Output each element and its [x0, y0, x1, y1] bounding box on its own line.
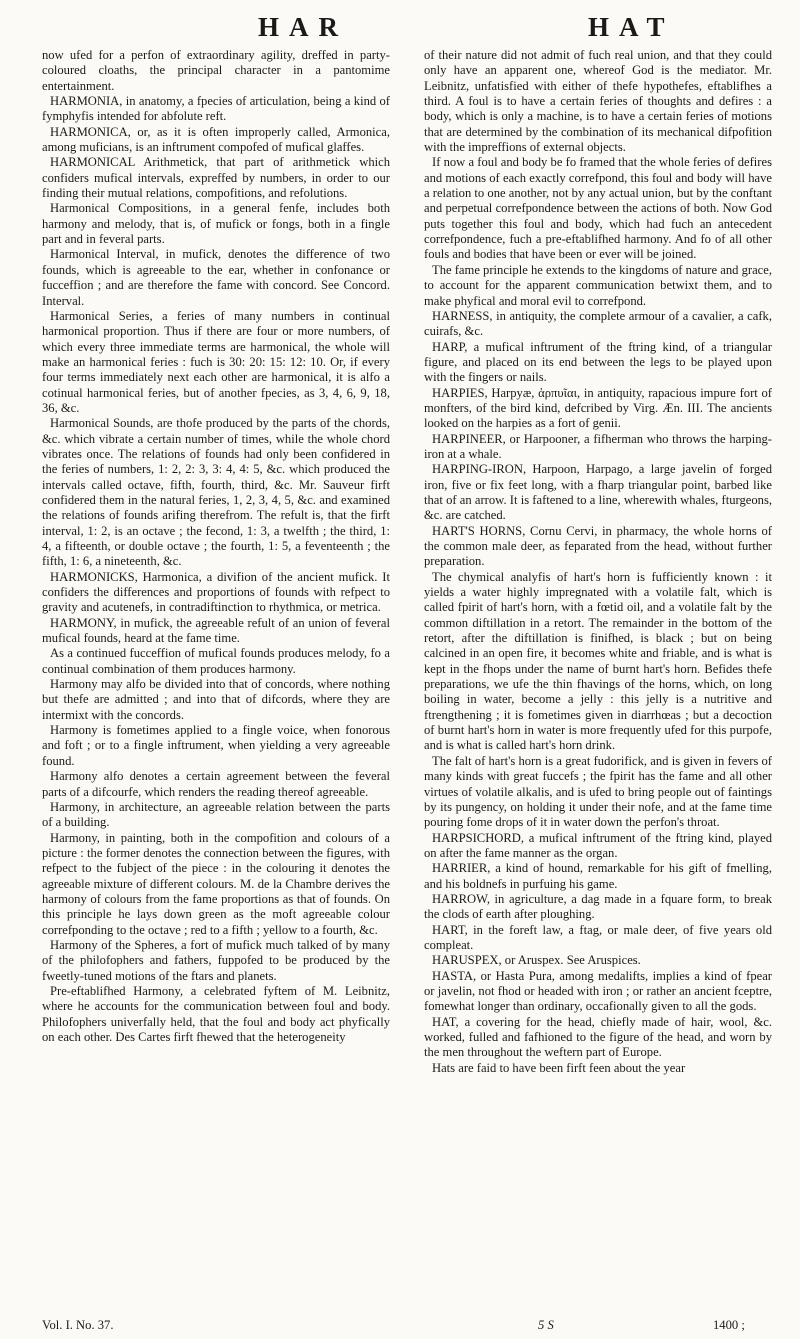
entry-paragraph: Harmonical Sounds, are thofe produced by the parts of the chords, &c. which vibrate a certain number of times, while the whole chord vibrates once. The relations of founds had only been confidered in the feries of numbers, 1: 2, 2: 3, 3: 4, 4: 5, &c. which produced the intervals called octave, fifth, fourth, third, &c. Mr. Sauveur firft confidered them in the natural feries, 1, 2, 3, 4, 5, &c. and examined the relations of founds arifing therefrom. The refult is, that the firft interval, 1: 2, is an octave ; the fecond, 1: 3, a twelfth ; the third, 1: 4, a fifteenth, or double octave ; the fourth, 1: 5, a feventeenth ; the fifth, 1: 6, a nineteenth, &c.	[42, 416, 390, 569]
entry-paragraph: HARPING-IRON, Harpoon, Harpago, a large javelin of forged iron, five or fix feet long, with a fharp triangular point, barbed like that of an arrow. It is faftened to a line, wherewith whales, fturgeons, &c. are catched.	[424, 462, 772, 523]
entry-paragraph: HARPINEER, or Harpooner, a fifherman who throws the harping-iron at a whale.	[424, 431, 772, 461]
left-column	[42, 48, 390, 1076]
entry-paragraph: HASTA, or Hasta Pura, among medalifts, implies a kind of fpear or javelin, not fhod or headed with iron ; or rather an ancient fceptre, fomewhat longer than ordinary, occafionally given to all the gods.	[424, 968, 772, 1014]
entry-paragraph: HARUSPEX, or Aruspex. See Aruspices.	[432, 953, 641, 968]
entry-paragraph: Pre-eftablifhed Harmony, a celebrated fyftem of M. Leibnitz, where he accounts for the communication between foul and body. Philofophers univerfally held, that the foul and body act phyfically on each other. Des Cartes firft fhewed that the heterogeneity	[42, 983, 390, 1044]
entry-paragraph: Harmony, in painting, both in the compofition and colours of a picture : the former denotes the connection between the figures, with refpect to the fubject of the piece : in the colouring it denotes the agreeable mixture of different colours. M. de la Chambre derives the harmony of colours from the fame proportions as that of founds. On this principle he lays down green as the moft agreeable colour correfponding to the octave ; red to a fifth ; yellow to a fourth, &c.	[42, 830, 390, 937]
entry-paragraph: HARRIER, a kind of hound, remarkable for his gift of fmelling, and his boldnefs in purfuing his game.	[424, 861, 772, 891]
entry-paragraph: Harmonical Compositions, in a general fenfe, includes both harmony and melody, that is, of mufick or fongs, both in a fingle part and in feveral parts.	[42, 201, 390, 247]
catchword: 1400 ;	[713, 1318, 745, 1332]
running-head-row	[42, 8, 772, 48]
entry-paragraph: now ufed for a perfon of extraordinary agility, dreffed in party-coloured cloaths, the principal character in a pantomime entertainment.	[42, 48, 390, 93]
entry-paragraph: HART'S HORNS, Cornu Cervi, in pharmacy, the whole horns of the common male deer, as feparated from the head, without further preparation.	[424, 523, 772, 569]
volume-number: Vol. I. No. 37.	[42, 1318, 114, 1332]
entry-paragraph: Harmony is fometimes applied to a fingle voice, when fonorous and foft ; or to a fingle inftrument, when yielding a very agreeable found.	[42, 723, 390, 768]
entry-paragraph: If now a foul and body be fo framed that the whole feries of defires and motions of each exactly correfpond, this foul and body will have a relation to one another, not by any actual union, but by the conftant and perpetual correfpondence between the actions of both. Now God puts together this foul and body, which had fuch an antecedent correfpondence, fuch a pre-eftablifhed harmony. And fo of all other fouls and bodies that have been or ever will be joined.	[424, 155, 772, 262]
signature-mark: 5 S	[538, 1318, 554, 1332]
entry-paragraph: HAT, a covering for the head, chiefly made of hair, wool, &c. worked, fulled and fafhioned to the figure of the head, and worn by the men throughout the weftern part of Europe.	[424, 1014, 772, 1060]
entry-paragraph: HARROW, in agriculture, a dag made in a fquare form, to break the clods of earth after ploughing.	[424, 891, 772, 922]
running-head-right: HAT	[588, 12, 675, 42]
entry-paragraph: HARNESS, in antiquity, the complete armour of a cavalier, a cafk, cuirafs, &c.	[424, 308, 772, 339]
entry-paragraph: HARMONICA, or, as it is often improperly called, Armonica, among muficians, is an inftrument compofed of mufical glaffes.	[42, 124, 390, 155]
entry-paragraph: HARMONICKS, Harmonica, a divifion of the ancient mufick. It confiders the differences and proportions of founds with refpect to gravity and acutenefs, in contradiftinction to rhythmica, or metrica.	[42, 569, 390, 615]
entry-paragraph: The fame principle he extends to the kingdoms of nature and grace, to account for the apparent communication betwixt them, and to make phyfical and moral evil to correfpond.	[424, 262, 772, 308]
entry-paragraph: Hats are faid to have been firft feen about the year	[432, 1060, 686, 1075]
entry-paragraph: HARPIES, Harpyæ, ἁρπυῖαι, in antiquity, rapacious impure fort of monfters, of the bird kind, defcribed by Virg. Æn. III. The ancients looked on the harpies as a fort of genii.	[424, 385, 772, 431]
entry-paragraph: HARPSICHORD, a mufical inftrument of the ftring kind, played on after the fame manner as the organ.	[424, 830, 772, 860]
entry-paragraph: HART, in the foreft law, a ftag, or male deer, of five years old compleat.	[424, 922, 772, 952]
entry-paragraph: The chymical analyfis of hart's horn is fufficiently known : it yields a water highly impregnated with a volatile falt, which is called fpirit of hart's horn, with a fœtid oil, and a volatile falt by the common diftillation in a retort. The remainder in the bottom of the retort, after the diftillation is finifhed, is black ; but on being calcined in an open fire, it becomes white and friable, and is what is kept in the fhops under the name of burnt hart's horn. Befides thefe preparations, we ufe the thin fhavings of the horns, which, on long boiling in water, become a jelly : this jelly is a nutritive and ftrengthening ; it is fometimes given in diarrhœas ; but a decoction of burnt hart's horn in water is more frequently ufed for this purpofe, and is what is called hart's horn drink.	[424, 569, 772, 753]
entry-paragraph: HARP, a mufical inftrument of the ftring kind, of a triangular figure, and placed on its end between the legs to be played upon with the fingers or nails.	[424, 339, 772, 385]
entry-paragraph: HARMONICAL Arithmetick, that part of arithmetick which confiders mufical intervals, expreffed by numbers, in order to our finding their mutual relations, compofitions, and refolutions.	[42, 155, 390, 201]
entry-paragraph: As a continued fucceffion of mufical founds produces melody, fo a continual combination of them produces harmony.	[42, 646, 390, 676]
entry-paragraph: HARMONY, in mufick, the agreeable refult of an union of feveral mufical founds, heard at the fame time.	[42, 615, 390, 646]
entry-paragraph: HARMONIA, in anatomy, a fpecies of articulation, being a kind of fymphyfis intended for abfolute reft.	[42, 94, 390, 124]
entry-paragraph: Harmony, in architecture, an agreeable relation between the parts of a building.	[42, 799, 390, 830]
entry-paragraph: Harmony may alfo be divided into that of concords, where nothing but thefe are admitted ; and into that of difcords, where they are intermixt with the concords.	[42, 677, 390, 722]
entry-paragraph: Harmony alfo denotes a certain agreement between the feveral parts of a difcourfe, which renders the reading thereof agreeable.	[42, 769, 390, 799]
entry-paragraph: The falt of hart's horn is a great fudorifick, and is given in fevers of many kinds with great fuccefs ; the fpirit has the fame and all other virtues of volatile alkalis, and is ufed to bring people out of faintings by its pungency, on holding it under their nofe, and at the fame time pouring fome drops of it in water down the perfon's throat.	[424, 753, 772, 830]
right-column	[424, 48, 772, 1076]
text-columns	[42, 48, 772, 1076]
entry-paragraph: Harmonical Series, a feries of many numbers in continual harmonical proportion. Thus if there are four or more numbers, of which every three immediate terms are harmonical, the whole will make an harmonical feries : fuch is 30: 20: 15: 12: 10. Or, if every four terms immediately next each other are harmonical, it is alfo a cotinual harmonical feries, but of another fpecies, as 3, 4, 6, 9, 18, 36, &c.	[42, 308, 390, 415]
entry-paragraph: Harmonical Interval, in mufick, denotes the difference of two founds, which is agreeable to the ear, whether in confonance or fucceffion ; and are therefore the fame with concord. See Concord. Interval.	[42, 247, 390, 308]
entry-paragraph: of their nature did not admit of fuch real union, and that they could only have an apparent one, whereof God is the mediator. Mr. Leibnitz, unfatisfied with either of thefe hypothefes, eftablifhes a third. A foul is to have a certain feries of thoughts and defires : a body, which is only a machine, is to have a certain feries of motions that are determined by the combination of its mechanical difpofition with the impreffions of external objects.	[424, 48, 772, 155]
entry-paragraph: Harmony of the Spheres, a fort of mufick much talked of by many of the philofophers and fathers, fuppofed to be produced by the fweetly-tuned motions of the ftars and planets.	[42, 937, 390, 983]
running-head-left: HAR	[258, 12, 348, 42]
